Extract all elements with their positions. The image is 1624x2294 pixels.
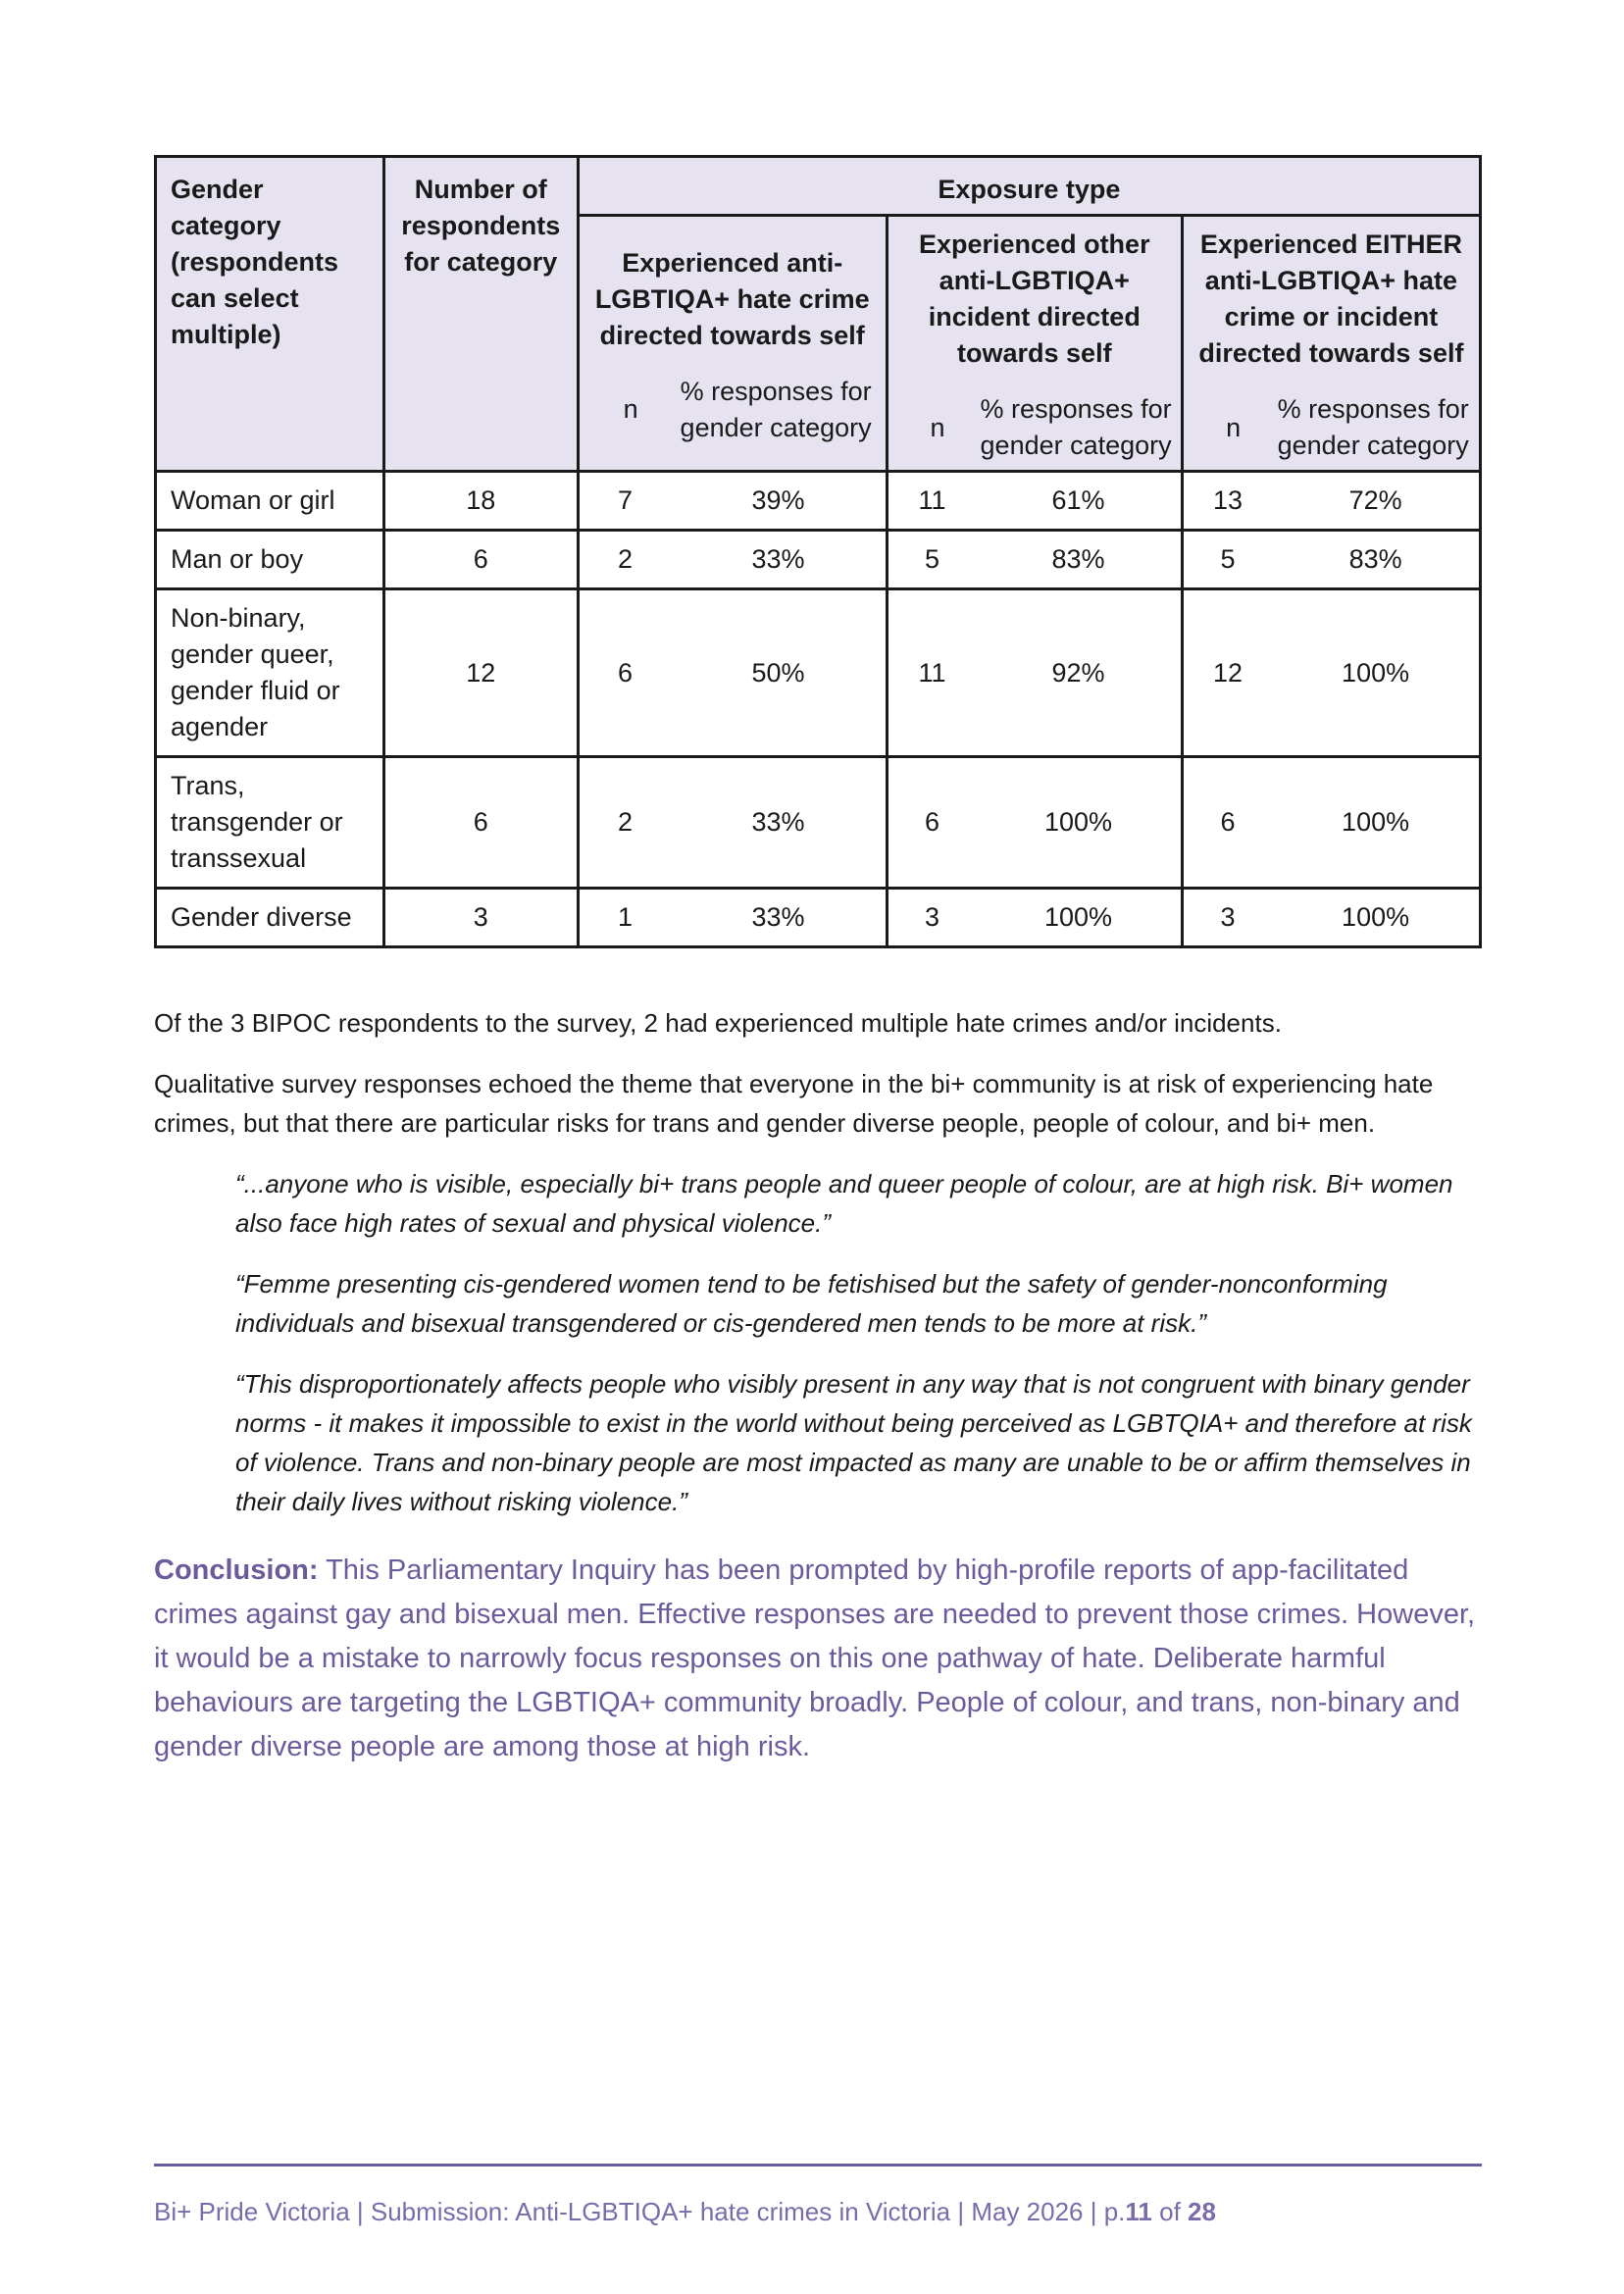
either-pct-cell: 100% bbox=[1342, 657, 1410, 688]
quote-1: “...anyone who is visible, especially bi+ trans people and queer people of colour, are at high risk. Bi+ women also face high rates of sexual and physical violence.” bbox=[235, 1169, 1453, 1238]
incident-pct-cell: 100% bbox=[1043, 902, 1113, 932]
incident-column-title: Experienced other anti-LGBTIQA+ incident directed towards self bbox=[919, 229, 1150, 368]
either-pct-cell: 100% bbox=[1342, 902, 1410, 932]
conclusion-lead: Conclusion: bbox=[154, 1555, 319, 1586]
incident-n-cell: 6 bbox=[924, 807, 939, 837]
either-pct-cell: 100% bbox=[1342, 807, 1410, 837]
incident-n-cell: 5 bbox=[924, 544, 939, 574]
either-n-cell: 12 bbox=[1213, 657, 1243, 688]
table-row bbox=[156, 531, 1481, 589]
crime-n-cell: 2 bbox=[618, 807, 634, 837]
crime-pct-cell: 39% bbox=[751, 485, 805, 515]
footer-of: of bbox=[1151, 2197, 1189, 2226]
either-n-cell: 5 bbox=[1220, 544, 1236, 574]
quote-2: “Femme presenting cis-gendered women tend to be fetishised but the safety of gender-nonconforming individuals and bisexual transgendered or cis-gendered men tends to be more at risk.” bbox=[235, 1269, 1388, 1338]
either-pct-cell: 72% bbox=[1348, 485, 1402, 515]
either-pct-cell: 83% bbox=[1348, 544, 1402, 574]
crime-pct-cell: 50% bbox=[751, 657, 805, 688]
qualitative-paragraph: Qualitative survey responses echoed the theme that everyone in the bi+ community is at risk of experiencing hate crimes, but that there are particular risks for trans and gender diverse people, people of colour, and bi+ men. bbox=[154, 1069, 1434, 1138]
incident-n-cell: 11 bbox=[918, 485, 946, 515]
gender-cell: Gender diverse bbox=[156, 889, 384, 947]
conclusion-paragraph bbox=[154, 1549, 1482, 1769]
footer-text: Bi+ Pride Victoria | Submission: Anti-LGBTIQA+ hate crimes in Victoria | May 2026 | p. bbox=[154, 2197, 1126, 2226]
exposure-table bbox=[154, 155, 1482, 948]
either-column-header bbox=[1182, 216, 1480, 472]
footer-total-pages: 28 bbox=[1188, 2197, 1216, 2226]
table-row bbox=[156, 889, 1481, 947]
number-cell: 18 bbox=[383, 472, 578, 531]
number-cell: 6 bbox=[383, 531, 578, 589]
either-n-cell: 3 bbox=[1220, 902, 1236, 932]
footer-divider bbox=[154, 2164, 1482, 2167]
page-footer bbox=[154, 2197, 1216, 2227]
bipoc-paragraph: Of the 3 BIPOC respondents to the survey, 2 had experienced multiple hate crimes and/or incidents. bbox=[154, 1008, 1282, 1038]
crime-n-cell: 6 bbox=[618, 657, 634, 688]
crime-pct-cell: 33% bbox=[751, 544, 805, 574]
crime-column-header bbox=[578, 216, 887, 472]
body-text bbox=[154, 1003, 1482, 1521]
number-cell: 6 bbox=[383, 757, 578, 889]
table-row bbox=[156, 589, 1481, 757]
incident-pct-cell: 61% bbox=[1051, 485, 1105, 515]
number-cell: 3 bbox=[383, 889, 578, 947]
gender-cell: Non-binary, gender queer, gender fluid or agender bbox=[156, 589, 384, 757]
crime-n-label: n bbox=[623, 394, 638, 424]
incident-n-cell: 3 bbox=[924, 902, 939, 932]
either-column-title: Experienced EITHER anti-LGBTIQA+ hate crime or incident directed towards self bbox=[1198, 229, 1464, 368]
gender-cell: Woman or girl bbox=[156, 472, 384, 531]
either-pct-label: % responses for gender category bbox=[1277, 394, 1469, 460]
conclusion-text: This Parliamentary Inquiry has been prompted by high-profile reports of app-facilitated crimes against gay and bisexual men. Effective responses are needed to prevent those crimes. However, it would be a mistake to narrowly focus responses on this one pathway of hate. Deliberate harmful behaviours are targeting the LGBTIQA+ community broadly. People of colour, and trans, non-binary and gender diverse people are among those at high risk. bbox=[154, 1555, 1476, 1762]
crime-n-cell: 7 bbox=[618, 485, 634, 515]
number-cell: 12 bbox=[383, 589, 578, 757]
page-content bbox=[154, 155, 1482, 1769]
footer-page-number: 11 bbox=[1125, 2197, 1152, 2226]
table-row bbox=[156, 472, 1481, 531]
crime-pct-label: % responses for gender category bbox=[680, 376, 872, 442]
incident-n-label: n bbox=[930, 412, 945, 442]
crime-pct-cell: 33% bbox=[751, 807, 805, 837]
incident-pct-cell: 92% bbox=[1051, 657, 1105, 688]
gender-cell: Trans, transgender or transsexual bbox=[156, 757, 384, 889]
crime-n-cell: 2 bbox=[618, 544, 634, 574]
crime-column-title: Experienced anti-LGBTIQA+ hate crime directed towards self bbox=[594, 247, 870, 350]
either-n-cell: 6 bbox=[1220, 807, 1236, 837]
incident-column-header bbox=[887, 216, 1182, 472]
crime-pct-cell: 33% bbox=[751, 902, 805, 932]
exposure-type-header: Exposure type bbox=[578, 157, 1480, 216]
quote-3: “This disproportionately affects people who visibly present in any way that is not congruent with binary gender norms - it makes it impossible to exist in the world without being perceived as LGBTQIA+ and therefore at risk of violence. Trans and non-binary people are most impacted as many are unable to be or affirm themselves in their daily lives without risking violence.” bbox=[235, 1369, 1472, 1516]
crime-n-cell: 1 bbox=[618, 902, 634, 932]
incident-pct-cell: 83% bbox=[1051, 544, 1105, 574]
either-n-label: n bbox=[1226, 412, 1242, 442]
gender-column-header: Gender category (respondents can select multiple) bbox=[156, 157, 384, 472]
either-n-cell: 13 bbox=[1213, 485, 1243, 515]
incident-pct-cell: 100% bbox=[1043, 807, 1113, 837]
incident-n-cell: 11 bbox=[918, 657, 946, 688]
incident-pct-label: % responses for gender category bbox=[980, 394, 1172, 460]
number-column-header: Number of respondents for category bbox=[383, 157, 578, 472]
table-row bbox=[156, 757, 1481, 889]
gender-cell: Man or boy bbox=[156, 531, 384, 589]
